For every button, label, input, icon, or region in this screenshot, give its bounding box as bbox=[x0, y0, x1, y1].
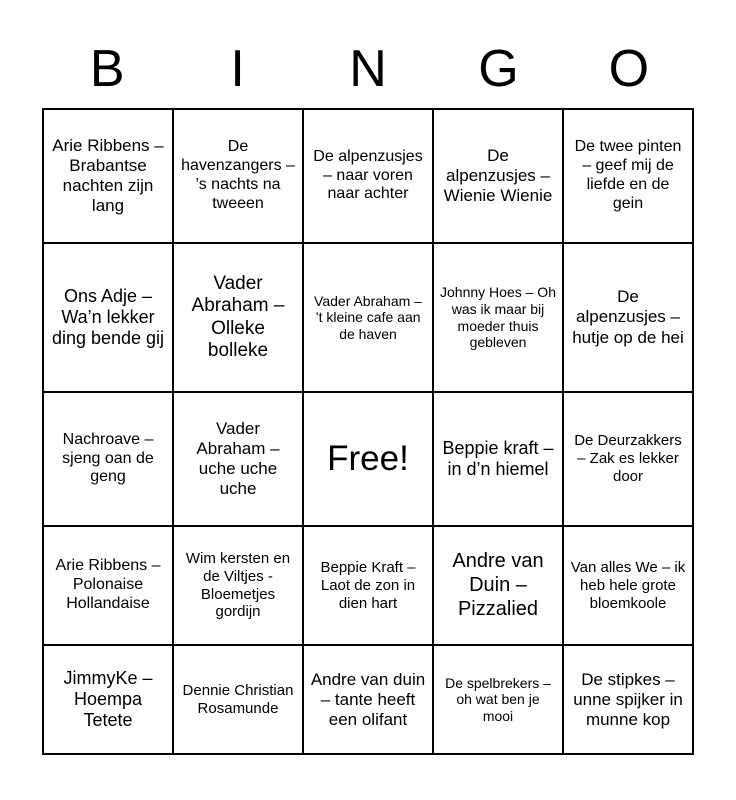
bingo-letter-o: O bbox=[608, 40, 650, 98]
bingo-cell-r4c4[interactable]: Andre van Duin – Pizzalied bbox=[433, 526, 563, 645]
bingo-cell-r2c1[interactable]: Ons Adje – Wa’n lekker ding bende gij bbox=[43, 243, 173, 392]
bingo-cell-r4c3[interactable]: Beppie Kraft – Laot de zon in dien hart bbox=[303, 526, 433, 645]
bingo-cell-r1c1[interactable]: Arie Ribbens – Brabantse nachten zijn lang bbox=[43, 109, 173, 243]
bingo-grid bbox=[42, 108, 694, 755]
bingo-cell-r4c1[interactable]: Arie Ribbens – Polonaise Hollandaise bbox=[43, 526, 173, 645]
free-cell[interactable]: Free! bbox=[303, 392, 433, 526]
bingo-cell-r1c3[interactable]: De alpenzusjes – naar voren naar achter bbox=[303, 109, 433, 243]
bingo-letter-i: I bbox=[230, 40, 245, 98]
bingo-row-1 bbox=[43, 109, 693, 243]
bingo-row-3 bbox=[43, 392, 693, 526]
bingo-cell-r2c2[interactable]: Vader Abraham – Olleke bolleke bbox=[173, 243, 303, 392]
bingo-cell-r5c4[interactable]: De spelbrekers – oh wat ben je mooi bbox=[433, 645, 563, 754]
bingo-cell-r5c3[interactable]: Andre van duin – tante heeft een olifant bbox=[303, 645, 433, 754]
bingo-cell-r5c5[interactable]: De stipkes – unne spijker in munne kop bbox=[563, 645, 693, 754]
bingo-title bbox=[42, 38, 694, 100]
bingo-cell-r2c3[interactable]: Vader Abraham – ’t kleine cafe aan de haven bbox=[303, 243, 433, 392]
bingo-cell-r3c4[interactable]: Beppie kraft – in d’n hiemel bbox=[433, 392, 563, 526]
bingo-cell-r5c2[interactable]: Dennie Christian Rosamunde bbox=[173, 645, 303, 754]
bingo-letter-b: B bbox=[89, 40, 125, 98]
bingo-cell-r1c5[interactable]: De twee pinten – geef mij de liefde en de gein bbox=[563, 109, 693, 243]
bingo-cell-r4c5[interactable]: Van alles We – ik heb hele grote bloemkoole bbox=[563, 526, 693, 645]
bingo-row-4 bbox=[43, 526, 693, 645]
bingo-cell-r2c5[interactable]: De alpenzusjes – hutje op de hei bbox=[563, 243, 693, 392]
bingo-cell-r4c2[interactable]: Wim kersten en de Viltjes - Bloemetjes gordijn bbox=[173, 526, 303, 645]
bingo-cell-r1c4[interactable]: De alpenzusjes – Wienie Wienie bbox=[433, 109, 563, 243]
bingo-letter-n: N bbox=[349, 40, 387, 98]
bingo-cell-r3c2[interactable]: Vader Abraham – uche uche uche bbox=[173, 392, 303, 526]
bingo-cell-r1c2[interactable]: De havenzangers – ’s nachts na tweeen bbox=[173, 109, 303, 243]
bingo-cell-r2c4[interactable]: Johnny Hoes – Oh was ik maar bij moeder thuis gebleven bbox=[433, 243, 563, 392]
bingo-row-5 bbox=[43, 645, 693, 754]
bingo-cell-r5c1[interactable]: JimmyKe – Hoempa Tetete bbox=[43, 645, 173, 754]
bingo-cell-r3c5[interactable]: De Deurzakkers – Zak es lekker door bbox=[563, 392, 693, 526]
bingo-row-2 bbox=[43, 243, 693, 392]
bingo-letter-g: G bbox=[478, 40, 519, 98]
bingo-cell-r3c1[interactable]: Nachroave – sjeng oan de geng bbox=[43, 392, 173, 526]
